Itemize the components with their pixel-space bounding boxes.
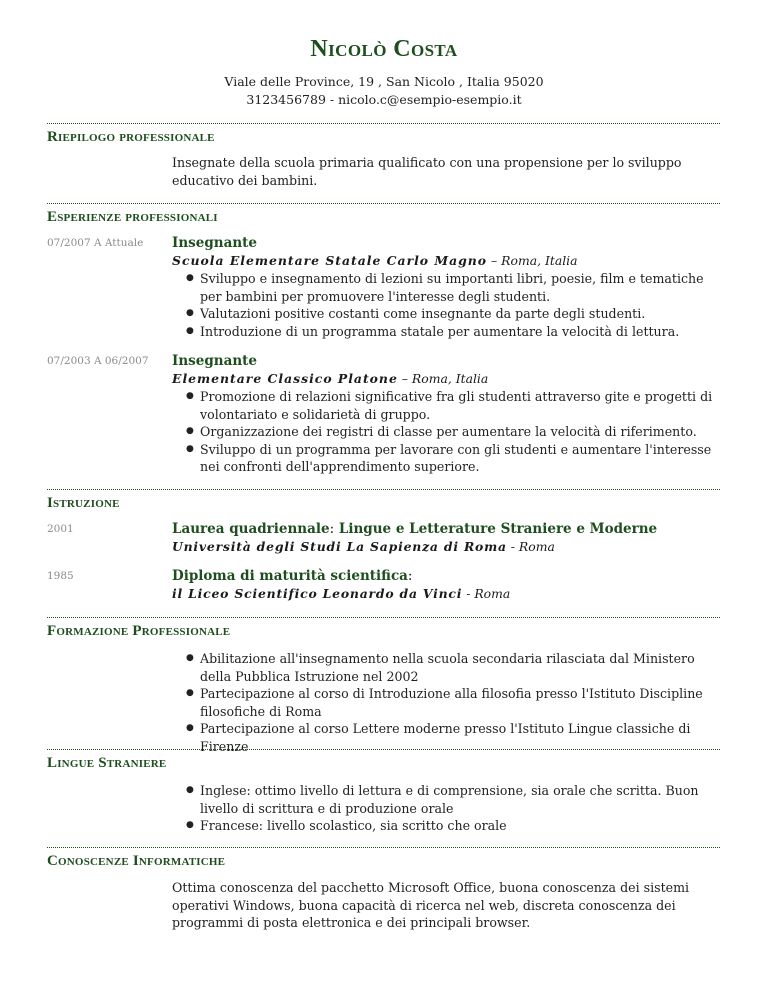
section-divider — [47, 617, 720, 618]
job-date: 07/2003 A 06/2007 — [47, 355, 149, 367]
degree-name: Diploma di maturità scientifica — [172, 568, 408, 584]
section-title-training: Formazione Professionale — [47, 623, 231, 639]
list-item: ● Francese: livello scolastico, sia scritto che orale — [172, 817, 722, 835]
education-degree — [172, 568, 412, 584]
contact-address: Viale delle Province, 19 , San Nicolo , Italia 95020 — [224, 74, 544, 89]
job-employer — [172, 371, 488, 386]
section-title-experience: Esperienze professionali — [47, 209, 218, 225]
list-item: ● Inglese: ottimo livello di lettura e di comprensione, sia orale che scritta. Buon livello di scrittura e di produzione orale — [172, 782, 722, 817]
candidate-name: Nicolò Costa — [310, 36, 458, 62]
section-divider — [47, 489, 720, 490]
degree-colon: : — [407, 568, 413, 584]
list-item: ● Promozione di relazioni significative fra gli studenti attraverso gite e progetti di volontariato e solidarietà di gruppo. — [172, 388, 722, 423]
education-year: 1985 — [47, 570, 74, 582]
list-item: ● Valutazioni positive costanti come insegnante da parte degli studenti. — [172, 305, 722, 323]
list-item: ● Organizzazione dei registri di classe per aumentare la velocità di riferimento. — [172, 423, 722, 441]
school-name: Università degli Studi La Sapienza di Roma — [172, 539, 507, 554]
section-divider — [47, 123, 720, 124]
employer-name: Scuola Elementare Statale Carlo Magno — [172, 253, 488, 268]
degree-field: Lingue e Letterature Straniere e Moderne — [334, 521, 658, 537]
job-employer — [172, 253, 578, 268]
section-divider — [47, 847, 720, 848]
degree-name: Laurea quadriennale — [172, 521, 330, 537]
list-item: ● Sviluppo di un programma per lavorare con gli studenti e aumentare l'interesse nei confronti dell'apprendimento superiore. — [172, 441, 722, 476]
job-bullets — [172, 270, 722, 340]
degree-colon: : — [329, 521, 335, 537]
school-location: - Roma — [506, 539, 555, 554]
list-item: ● Partecipazione al corso di Introduzione alla filosofia presso l'Istituto Discipline filosofiche di Roma — [172, 685, 722, 720]
contact-phone-email: 3123456789 - nicolo.c@esempio-esempio.it — [246, 92, 522, 107]
school-location: - Roma — [462, 586, 511, 601]
list-item: ● Introduzione di un programma statale per aumentare la velocità di lettura. — [172, 323, 722, 341]
section-title-languages: Lingue Straniere — [47, 755, 167, 771]
section-divider — [47, 203, 720, 204]
language-bullets — [172, 782, 722, 835]
education-degree — [172, 521, 657, 537]
job-title: Insegnante — [172, 353, 257, 369]
education-year: 2001 — [47, 523, 74, 535]
school-name: il Liceo Scientifico Leonardo da Vinci — [172, 586, 463, 601]
summary-text: Insegnate della scuola primaria qualificato con una propensione per lo sviluppo educativo dei bambini. — [172, 155, 682, 188]
education-school — [172, 539, 555, 554]
employer-location: – Roma, Italia — [487, 253, 578, 268]
employer-location: – Roma, Italia — [397, 371, 489, 386]
training-bullets — [172, 650, 722, 755]
list-item: ● Sviluppo e insegnamento di lezioni su importanti libri, poesie, film e tematiche per bambini per promuovere l'interesse degli studenti. — [172, 270, 722, 305]
section-divider — [47, 749, 720, 750]
section-title-computer: Conoscenze Informatiche — [47, 853, 226, 869]
list-item: ● Partecipazione al corso Lettere moderne presso l'Istituto Lingue classiche di Firenze — [172, 720, 722, 755]
section-title-summary: Riepilogo professionale — [47, 129, 215, 145]
education-school — [172, 586, 510, 601]
job-title: Insegnante — [172, 235, 257, 251]
job-bullets — [172, 388, 722, 476]
computer-skills-text: Ottima conoscenza del pacchetto Microsoft Office, buona conoscenza dei sistemi operativi Windows, buona capacità di ricerca nel web, discreta conoscenza dei programmi di posta elettronica e dei principali browser. — [172, 880, 690, 930]
employer-name: Elementare Classico Platone — [172, 371, 398, 386]
list-item: ● Abilitazione all'insegnamento nella scuola secondaria rilasciata dal Ministero della Pubblica Istruzione nel 2002 — [172, 650, 722, 685]
job-date: 07/2007 A Attuale — [47, 237, 144, 249]
section-title-education: Istruzione — [47, 495, 120, 511]
